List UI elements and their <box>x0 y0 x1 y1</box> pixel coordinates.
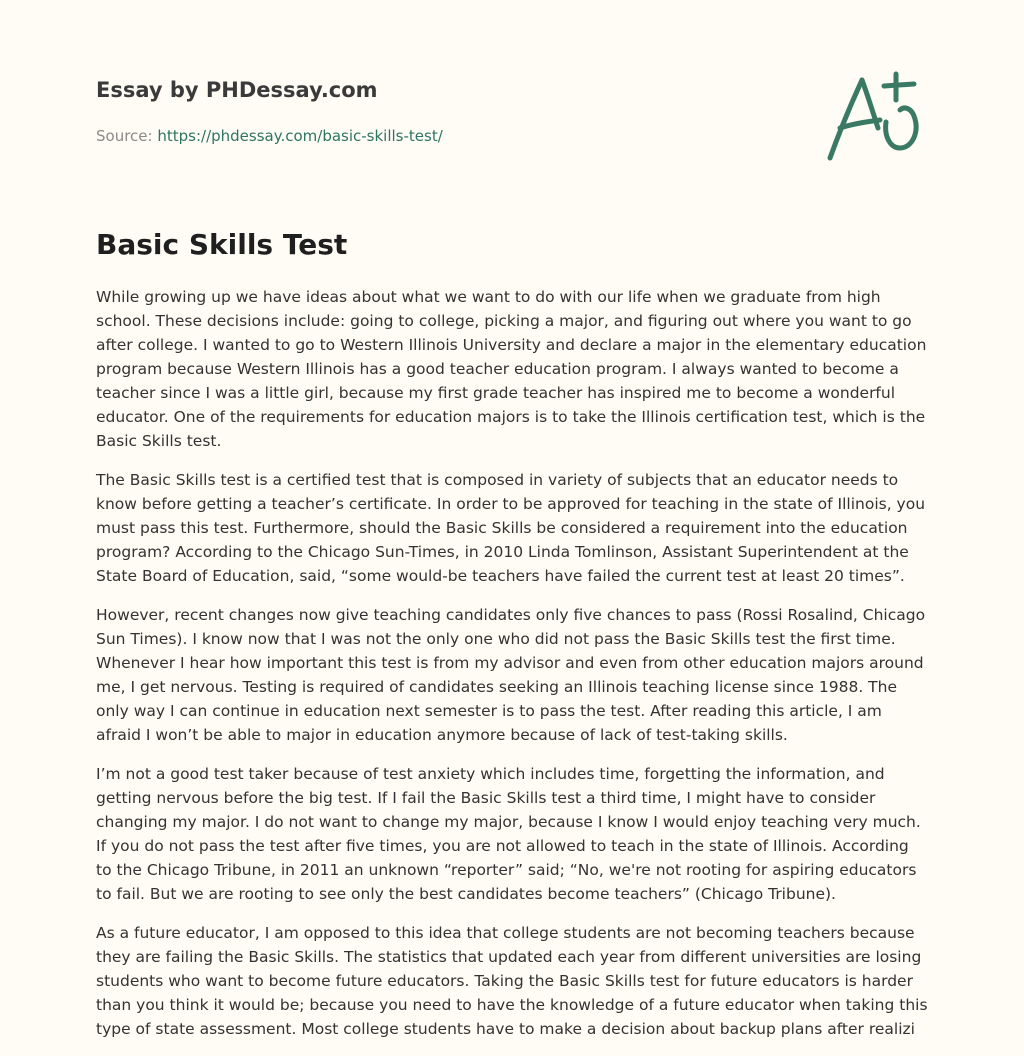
article-paragraph: The Basic Skills test is a certified test that is composed in variety of subjects that an educator needs to know before getting a teacher’s certificate. In order to be approved for teaching in the state of Illinois, you must pass this test. Furthermore, should the Basic Skills be considered a requirement into the education program? According to the Chicago Sun-Times, in 2010 Linda Tomlinson, Assistant Superintendent at the State Board of Education, said, “some would-be teachers have failed the current test at least 20 times”. <box>96 471 926 585</box>
a-plus-logo-svg <box>820 66 930 166</box>
source-label: Source: <box>96 127 153 145</box>
article-paragraph: However, recent changes now give teaching candidates only five chances to pass (Rossi Rosalind, Chicago Sun Times). I know now that I was not the only one who did not pass the Basic Skills test the first time. Whenever I hear how important this test is from my advisor and even from other education majors around me, I get nervous. Testing is required of candidates seeking an Illinois teaching license since 1988. The only way I can continue in education next semester is to pass the test. After reading this article, I am afraid I won’t be able to major in education anymore because of lack of test-taking skills. <box>96 606 926 744</box>
source-link[interactable]: https://phdessay.com/basic-skills-test/ <box>157 127 443 145</box>
page-header <box>96 74 796 146</box>
a-plus-logo-icon <box>820 66 930 166</box>
article-paragraph: As a future educator, I am opposed to this idea that college students are not becoming teachers because they are failing the Basic Skills. The statistics that updated each year from different universities are losing students who want to become future educators. Taking the Basic Skills test for future educators is harder than you think it would be; because you need to have the knowledge of a future educator when taking this type of state assessment. Most college students have to make a decision about backup plans after realizi <box>96 924 928 1038</box>
article-title: Basic Skills Test <box>96 228 348 261</box>
article-paragraph: While growing up we have ideas about what we want to do with our life when we graduate from high school. These decisions include: going to college, picking a major, and figuring out where you want to go after college. I wanted to go to Western Illinois University and declare a major in the elementary education program because Western Illinois has a good teacher education program. I always wanted to become a teacher since I was a little girl, because my first grade teacher has inspired me to become a wonderful educator. One of the requirements for education majors is to take the Illinois certification test, which is the Basic Skills test. <box>96 288 927 450</box>
article-body <box>96 285 928 1056</box>
site-brand: Essay by PHDessay.com <box>96 78 378 102</box>
article-paragraph: I’m not a good test taker because of test anxiety which includes time, forgetting the information, and getting nervous before the big test. If I fail the Basic Skills test a third time, I might have to consider changing my major. I do not want to change my major, because I know I would enjoy teaching very much. If you do not pass the test after five times, you are not allowed to teach in the state of Illinois. According to the Chicago Tribune, in 2011 an unknown “reporter” said; “No, we're not rooting for aspiring educators to fail. But we are rooting to see only the best candidates become teachers” (Chicago Tribune). <box>96 765 921 903</box>
source-line <box>96 126 796 146</box>
